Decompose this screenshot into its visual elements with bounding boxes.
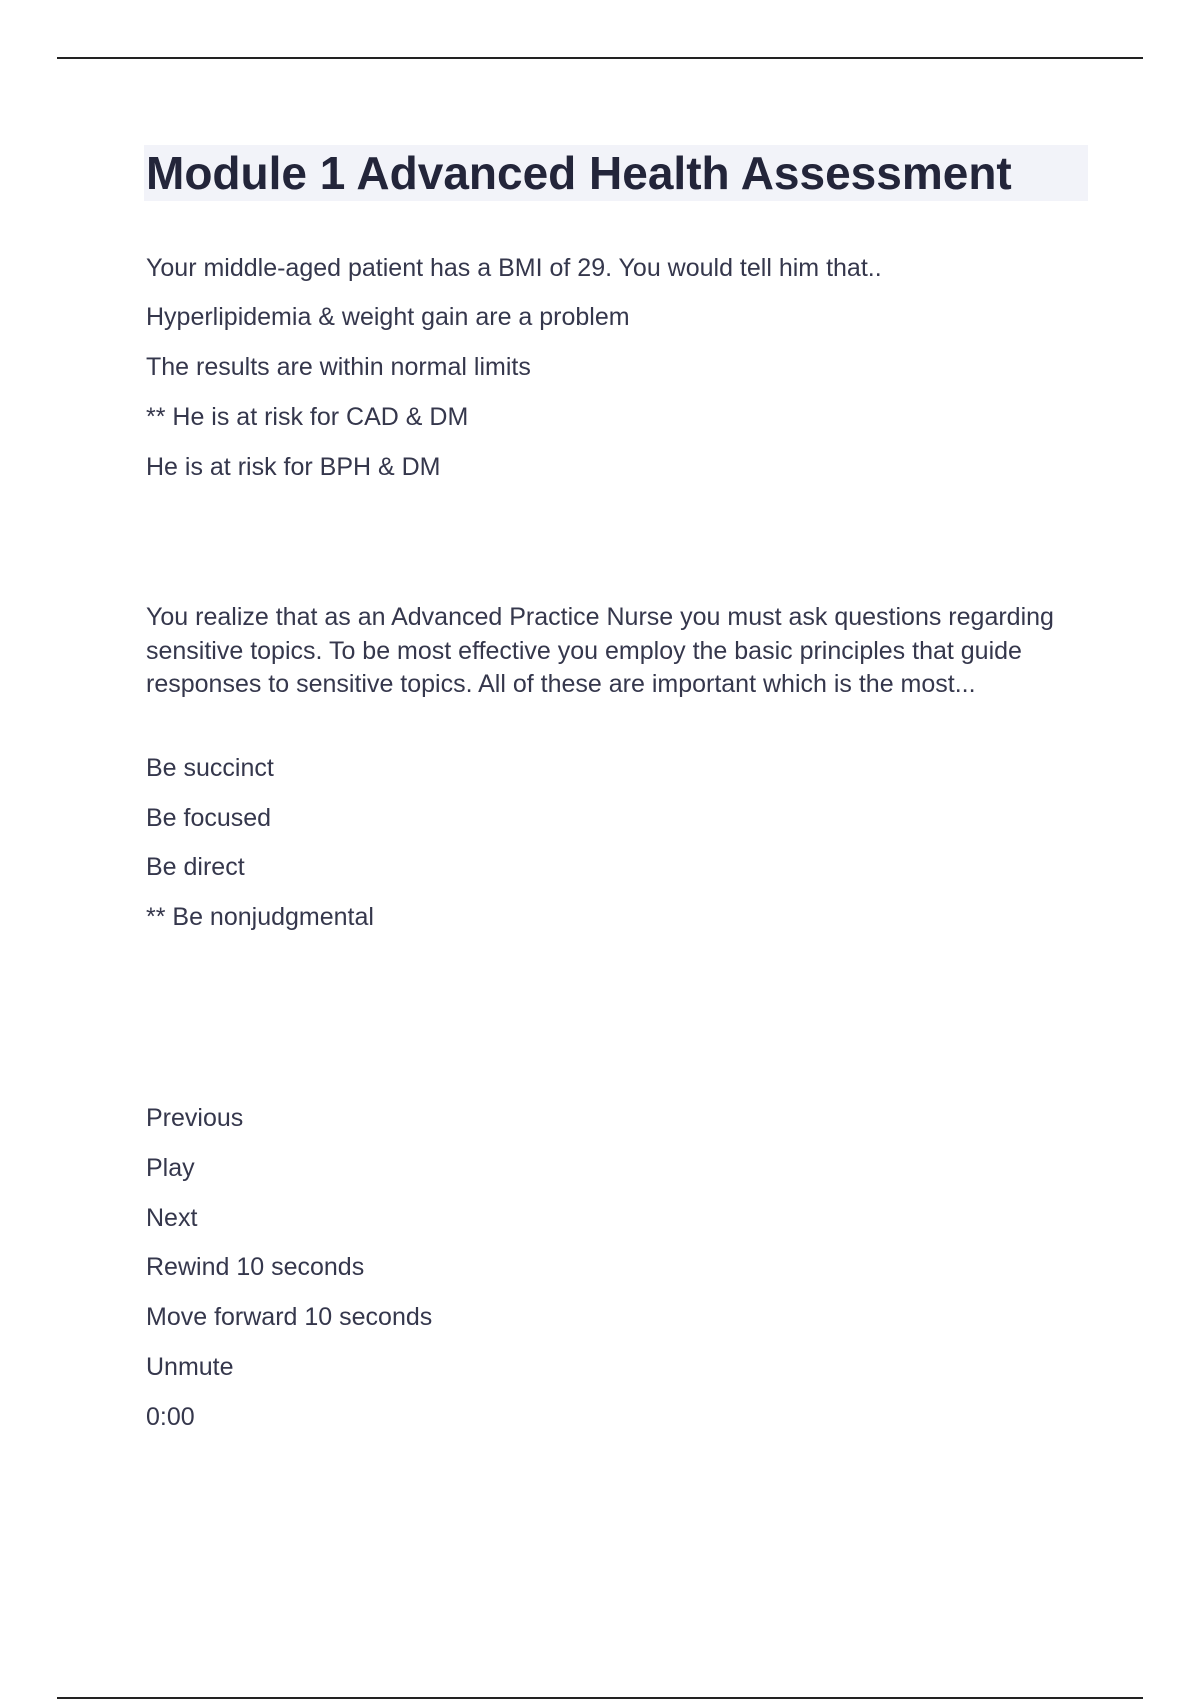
unmute-button[interactable]: Unmute: [146, 1353, 234, 1381]
forward-10-seconds-button[interactable]: Move forward 10 seconds: [146, 1303, 433, 1331]
title-block: [144, 145, 1088, 201]
question-2-text: You realize that as an Advanced Practice Nurse you must ask questions regarding sensitive topics. To be most effective you employ the basic principles that guide responses to sensitive topics. All of these are important which is the most...: [146, 603, 1054, 698]
page-title: Module 1 Advanced Health Assessment: [146, 147, 1012, 199]
question-2-option-1: Be succinct: [146, 754, 274, 782]
question-1-option-1: Hyperlipidemia & weight gain are a problem: [146, 303, 630, 331]
question-2-option-3: Be direct: [146, 853, 245, 881]
next-button[interactable]: Next: [146, 1204, 198, 1232]
top-rule: [57, 57, 1143, 59]
time-readout: 0:00: [146, 1403, 195, 1431]
play-button[interactable]: Play: [146, 1154, 195, 1182]
question-1-option-3: ** He is at risk for CAD & DM: [146, 403, 469, 431]
question-1-option-4: He is at risk for BPH & DM: [146, 453, 441, 481]
question-1-text: Your middle-aged patient has a BMI of 29. You would tell him that..: [146, 254, 882, 282]
bottom-rule: [57, 1697, 1143, 1699]
rewind-10-seconds-button[interactable]: Rewind 10 seconds: [146, 1253, 365, 1281]
question-1-option-2: The results are within normal limits: [146, 353, 531, 381]
question-2-option-2: Be focused: [146, 804, 272, 832]
previous-button[interactable]: Previous: [146, 1104, 244, 1132]
question-2-option-4: ** Be nonjudgmental: [146, 903, 374, 931]
